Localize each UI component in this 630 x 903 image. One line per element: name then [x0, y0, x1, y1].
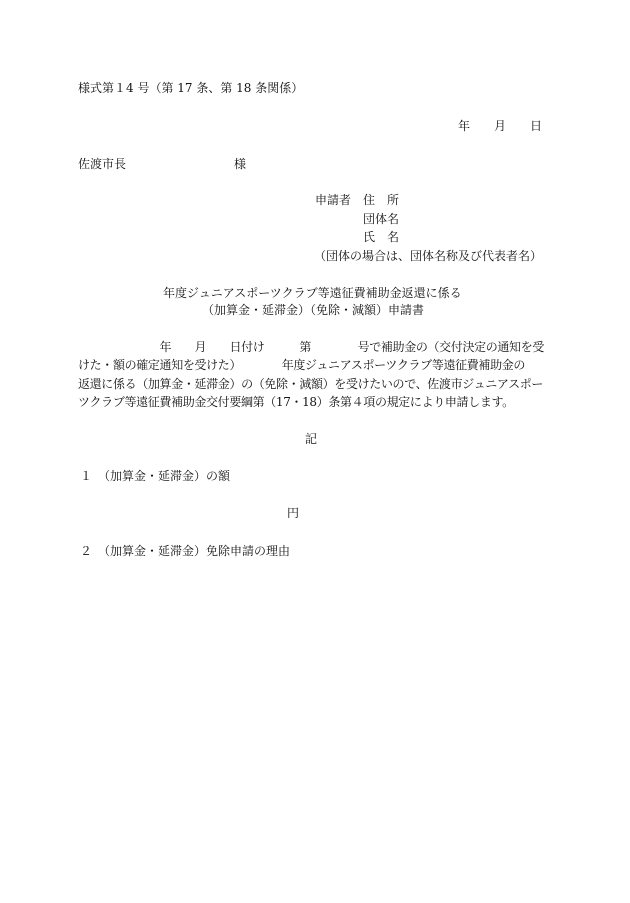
yen-unit: 円 — [287, 506, 300, 520]
body-line1: 年 月 日付け 第 号で補助金の（交付決定の通知を受 — [78, 340, 545, 354]
applicant-address-label: 住 所 — [363, 193, 400, 207]
body-line4: ツクラブ等遠征費補助金交付要綱第（17・18）条第４項の規定により申請します。 — [78, 395, 514, 409]
body-line2: けた・額の確定通知を受けた） 年度ジュニアスポーツクラブ等遠征費補助金の — [78, 358, 526, 372]
form-number: 様式第１4 号（第 17 条、第 18 条関係） — [78, 81, 304, 95]
item1-label: １ （加算金・延滞金）の額 — [80, 469, 231, 483]
item2-label: ２ （加算金・延滞金）免除申請の理由 — [80, 544, 291, 558]
addressee: 佐渡市長 様 — [78, 157, 247, 171]
applicant-note: （団体の場合は、団体名称及び代表者名） — [314, 249, 543, 263]
title-line2: （加算金・延滞金）（免除・減額）申請書 — [202, 303, 425, 317]
applicant-label: 申請者 — [315, 193, 352, 207]
applicant-group-label: 団体名 — [363, 212, 400, 226]
body-line3: 返還に係る（加算金・延滞金）の（免除・減額）を受けたいので、佐渡市ジュニアスポー — [78, 377, 544, 391]
title-line1: 年度ジュニアスポーツクラブ等遠征費補助金返還に係る — [163, 286, 462, 300]
ki-marker: 記 — [305, 432, 318, 446]
applicant-name-label: 氏 名 — [363, 230, 400, 244]
date-line: 年 月 日 — [458, 119, 543, 133]
